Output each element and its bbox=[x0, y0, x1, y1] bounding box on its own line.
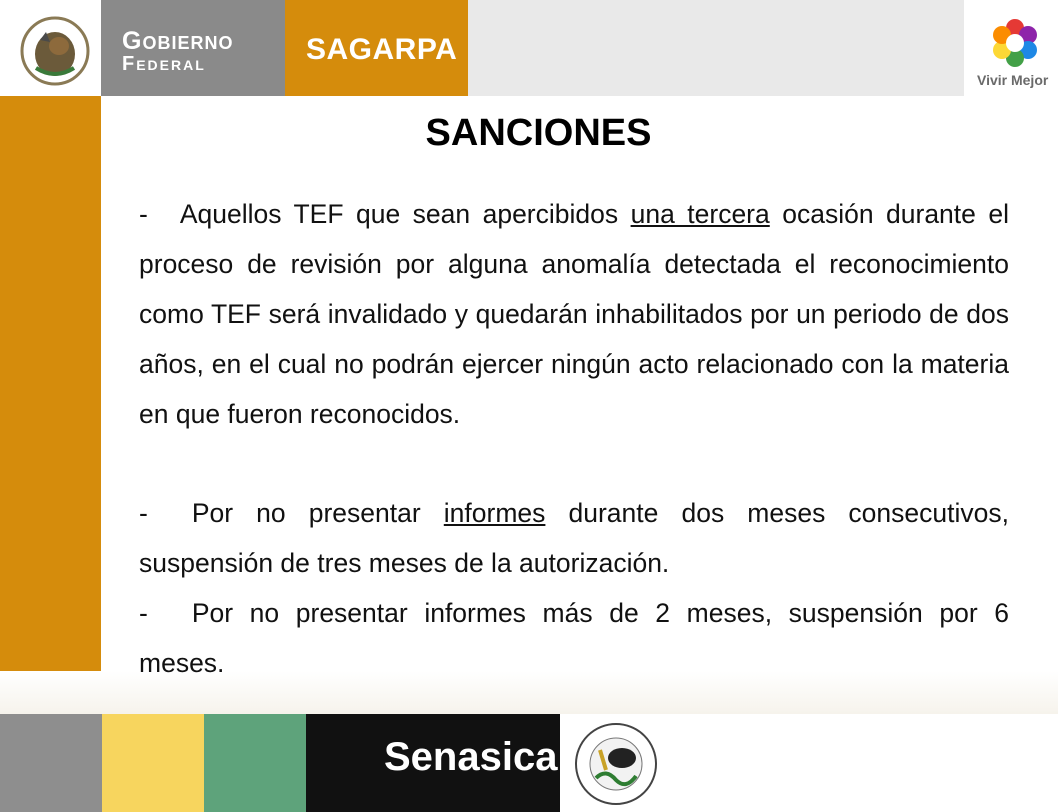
mexican-coat-of-arms-icon bbox=[14, 10, 96, 92]
paragraph-1-underlined: una tercera bbox=[630, 199, 770, 229]
federal-label: Federal bbox=[122, 53, 206, 75]
gobierno-label: Gobierno bbox=[122, 27, 234, 55]
paragraph-2 bbox=[139, 488, 1009, 588]
sagarpa-label: SAGARPA bbox=[306, 33, 458, 66]
footer-gray-block bbox=[0, 714, 102, 812]
paragraph-1 bbox=[139, 189, 1009, 439]
senasica-label: Senasica bbox=[384, 735, 558, 779]
header-spacer bbox=[468, 0, 964, 96]
bullet-dash: - bbox=[139, 598, 148, 628]
paragraph-3 bbox=[139, 588, 1009, 688]
paragraph-2-text-a: Por no presentar bbox=[191, 498, 444, 528]
footer-green-block bbox=[204, 714, 306, 812]
paragraph-1-text-a: Aquellos TEF que sean apercibidos bbox=[179, 199, 631, 229]
senasica-seal-icon bbox=[570, 720, 662, 808]
paragraph-3-text: Por no presentar informes más de 2 meses, suspensión por 6 meses. bbox=[139, 598, 1009, 678]
vivir-mejor-flower-icon bbox=[990, 18, 1040, 68]
bullet-dash: - bbox=[139, 498, 148, 528]
slide-title: SANCIONES bbox=[425, 112, 652, 154]
paragraph-2-text-b: durante dos meses consecutivos, suspensión de tres meses de la autorización. bbox=[139, 498, 1009, 578]
vivir-mejor-label: Vivir Mejor bbox=[977, 72, 1049, 88]
left-accent-bar bbox=[0, 96, 101, 671]
bullet-dash: - bbox=[139, 199, 148, 229]
footer-yellow-block bbox=[102, 714, 204, 812]
footer-white-area bbox=[560, 714, 1058, 812]
paragraph-1-text-b: ocasión durante el proceso de revisión por alguna anomalía detectada el reconocimiento como TEF será invalidado y quedarán inhabilitados por un periodo de dos años, en el cual no podrán ejercer ningún acto relacionado con la materia en que fueron reconocidos. bbox=[139, 199, 1009, 429]
header-emblem-area bbox=[0, 0, 101, 96]
paragraph-2-underlined: informes bbox=[443, 498, 546, 528]
